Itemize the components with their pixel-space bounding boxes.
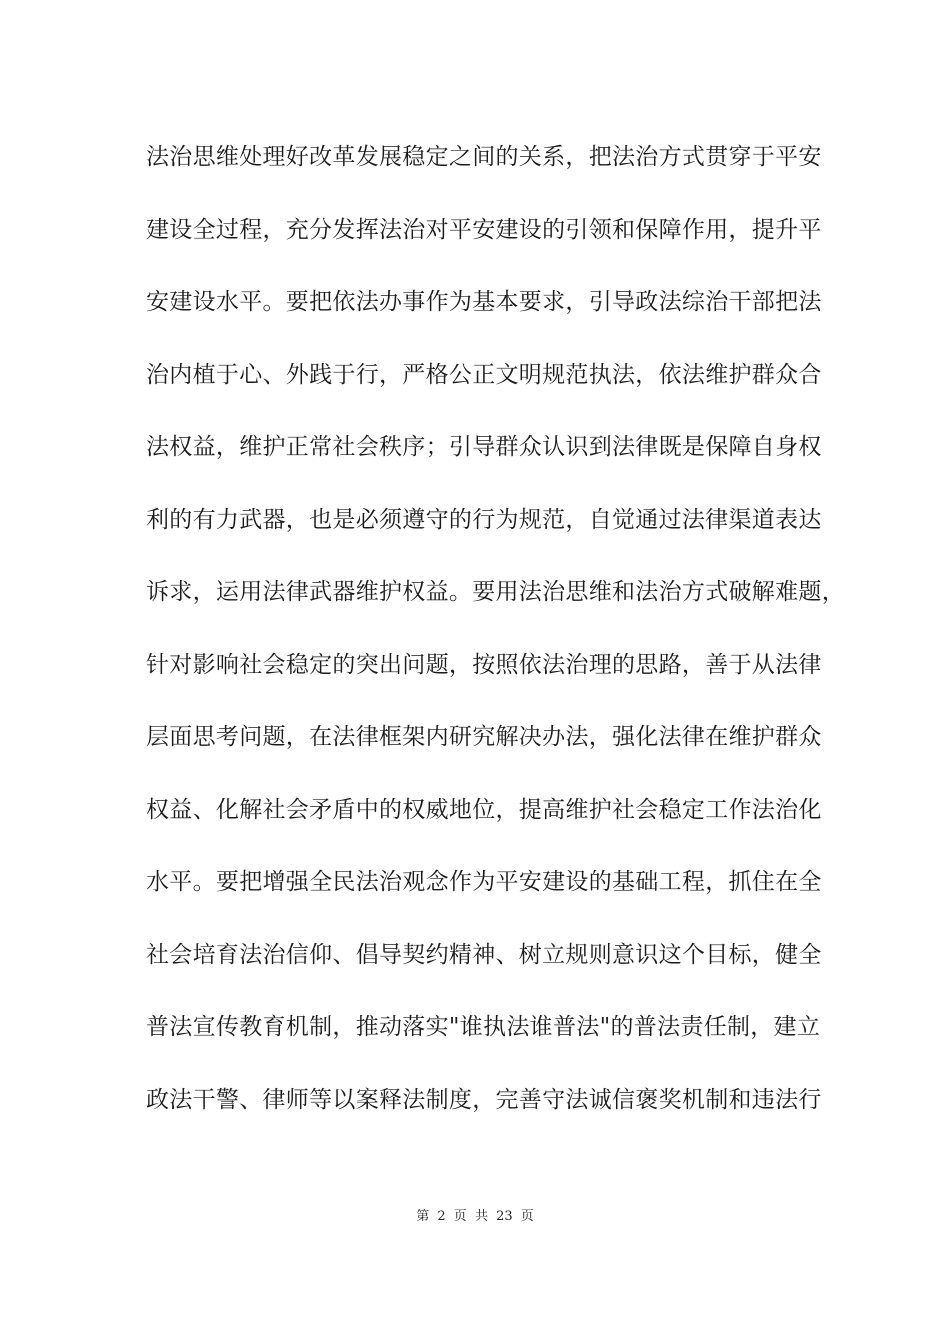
footer-page-unit: 页 xyxy=(453,1209,467,1224)
page-footer xyxy=(0,1207,950,1227)
text-line: 层面思考问题，在法律框架内研究解决办法，强化法律在维护群众 xyxy=(146,724,822,750)
text-line: 权益、化解社会矛盾中的权威地位，提高维护社会稳定工作法治化 xyxy=(146,796,822,823)
text-line: 普法宣传教育机制，推动落实"谁执法谁普法"的普法责任制，建立 xyxy=(146,1014,821,1040)
text-line: 政法干警、律师等以案释法制度，完善守法诚信褒奖机制和违法行 xyxy=(146,1086,822,1113)
text-line: 建设全过程，充分发挥法治对平安建设的引领和保障作用，提升平 xyxy=(146,216,822,243)
text-line: 安建设水平。要把依法办事作为基本要求，引导政法综治干部把法 xyxy=(146,289,822,315)
footer-total-unit: 页 xyxy=(520,1209,534,1224)
text-line: 法治思维处理好改革发展稳定之间的关系，把法治方式贯穿于平安 xyxy=(146,144,822,170)
body-text xyxy=(146,133,845,1148)
current-page-number: 2 xyxy=(437,1209,446,1224)
footer-prefix: 第 xyxy=(416,1209,430,1224)
text-line: 针对影响社会稳定的突出问题，按照依法治理的思路，善于从法律 xyxy=(146,651,822,678)
text-line: 法权益，维护正常社会秩序；引导群众认识到法律既是保障自身权 xyxy=(146,434,822,460)
text-line: 诉求，运用法律武器维护权益。要用法治思维和法治方式破解难题， xyxy=(146,579,845,605)
text-line: 社会培育法治信仰、倡导契约精神、树立规则意识这个目标，健全 xyxy=(146,941,822,968)
total-page-count: 23 xyxy=(496,1209,513,1224)
text-line: 利的有力武器，也是必须遵守的行为规范，自觉通过法律渠道表达 xyxy=(146,506,822,533)
text-line: 治内植于心、外践于行，严格公正文明规范执法，依法维护群众合 xyxy=(146,361,822,388)
text-line: 水平。要把增强全民法治观念作为平安建设的基础工程，抓住在全 xyxy=(146,869,822,895)
footer-total-prefix: 共 xyxy=(474,1209,488,1224)
